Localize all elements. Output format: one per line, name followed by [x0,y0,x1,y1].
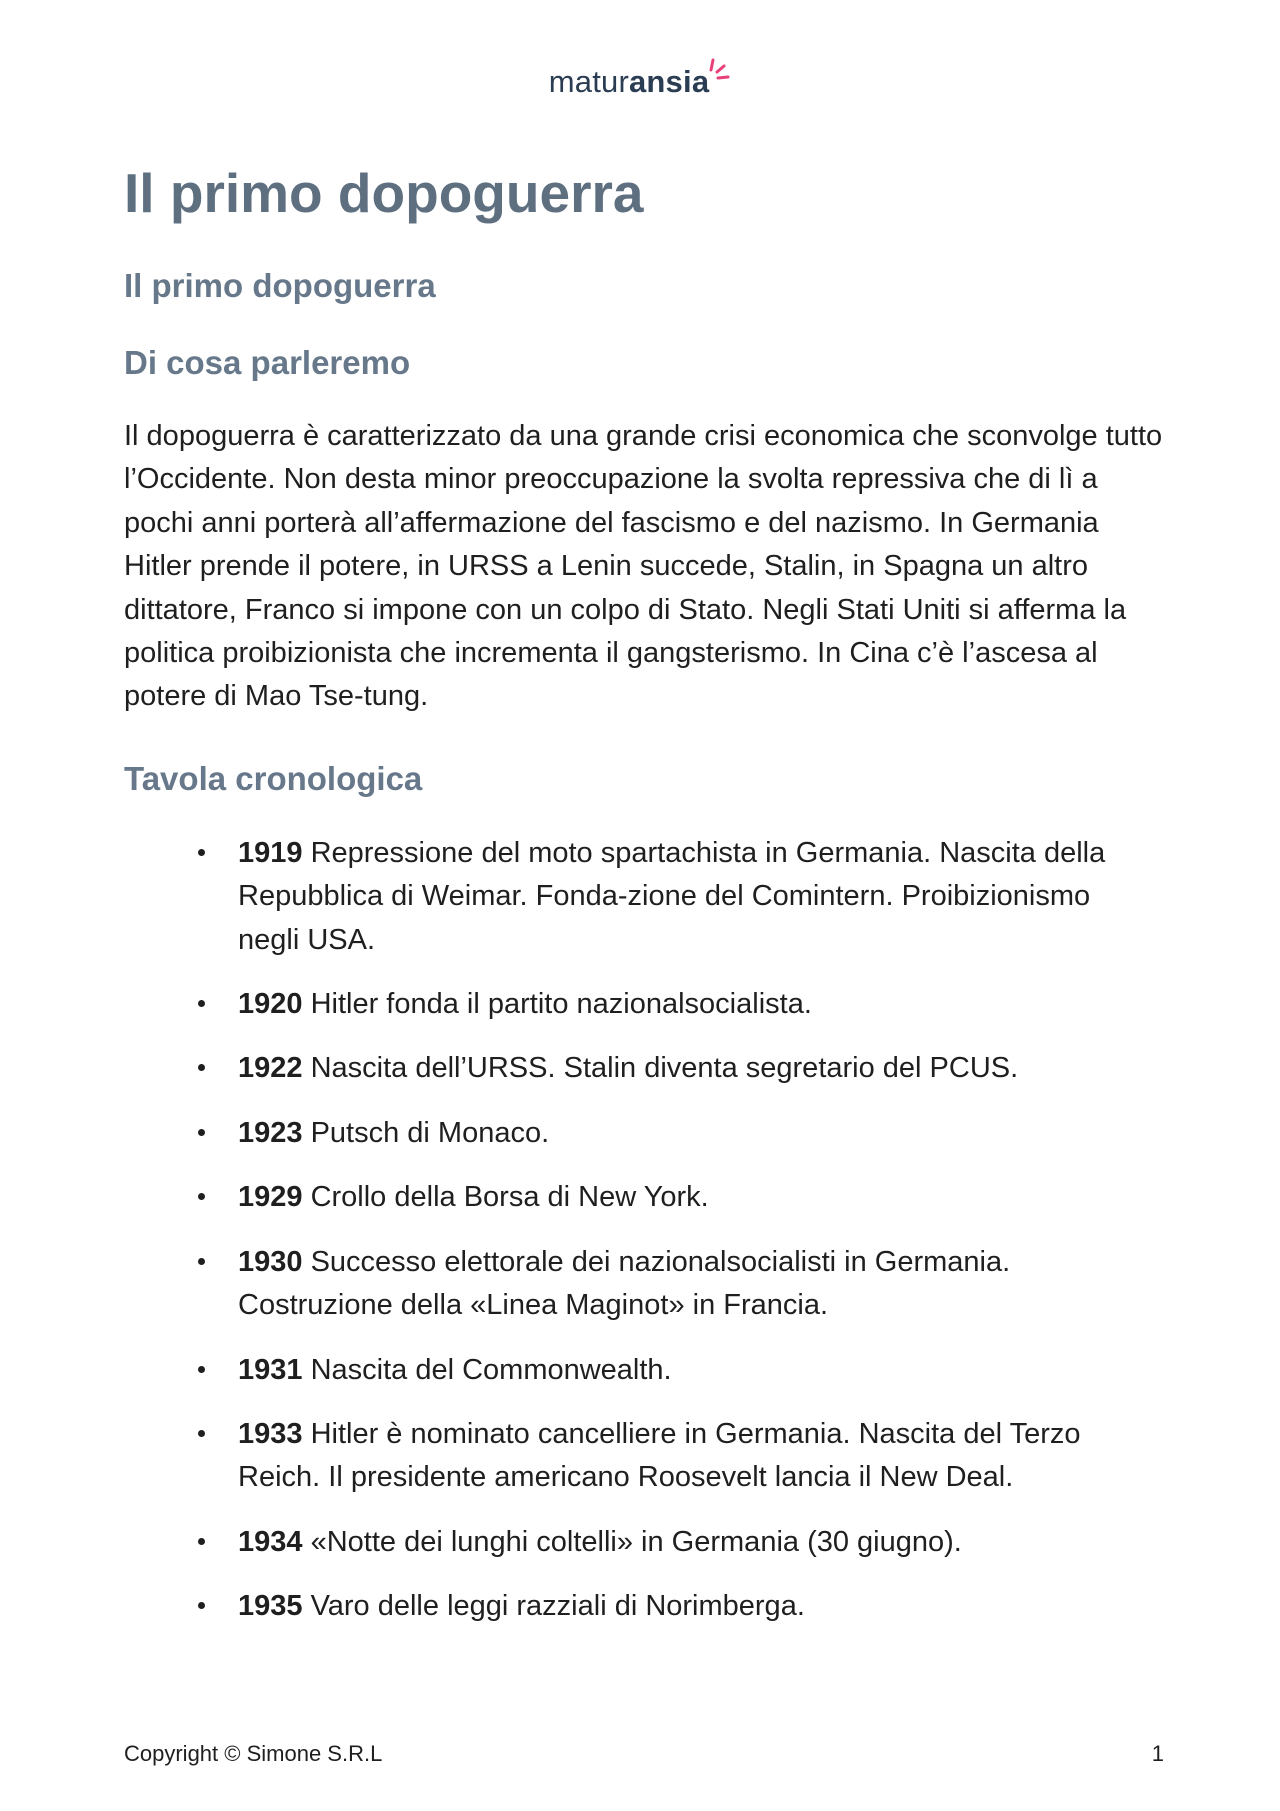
timeline-year: 1919 [238,836,303,869]
bullet-icon [198,1366,205,1373]
bullet-icon [198,1129,205,1136]
timeline-item [238,1521,1164,1564]
timeline-text: Hitler è nominato cancelliere in Germania. Nascita del Terzo Reich. Il presidente americano Roosevelt lancia il New Deal. [238,1417,1081,1494]
timeline-year: 1935 [238,1590,303,1623]
page-number: 1 [1151,1741,1164,1766]
timeline-item [238,983,1164,1026]
section-subtitle: Il primo dopoguerra [124,267,436,304]
timeline-year: 1923 [238,1116,303,1149]
bullet-icon [198,1602,205,1609]
timeline-text: Successo elettorale dei nazionalsocialisti in Germania. Costruzione della «Linea Maginot» in Francia. [238,1245,1011,1322]
bullet-icon [198,1064,205,1071]
timeline-text: Varo delle leggi razziali di Norimberga. [302,1590,805,1623]
timeline-text: Repressione del moto spartachista in Germania. Nascita della Repubblica di Weimar. Fonda-zione del Comintern. Proibizionismo negli USA. [238,836,1106,956]
copyright-text: Copyright © Simone S.R.L [124,1741,383,1766]
timeline-year: 1934 [238,1525,303,1558]
bullet-icon [198,1000,205,1007]
timeline-item [238,1349,1164,1392]
timeline-item [238,1413,1164,1500]
timeline-item [238,1241,1164,1328]
chronology-heading: Tavola cronologica [124,759,423,797]
timeline-year: 1922 [238,1052,303,1085]
bullet-icon [198,1538,205,1545]
topics-heading: Di cosa parleremo [124,344,411,381]
logo-text-light: matur [548,64,629,99]
timeline-item [238,1112,1164,1155]
bullet-icon [198,1430,205,1437]
timeline-text: Putsch di Monaco. [302,1116,550,1149]
timeline-text: «Notte dei lunghi coltelli» in Germania (30 giugno). [302,1525,962,1558]
page-title: Il primo dopoguerra [124,162,644,224]
bullet-icon [198,1193,205,1200]
bullet-icon [198,849,205,856]
intro-paragraph: Il dopoguerra è caratterizzato da una grande crisi economica che sconvolge tutto l’Occidente. Non desta minor preoccupazione la svolta repressiva che di lì a pochi anni porterà all’affermazione del fascismo e del nazismo. In Germania Hitler prende il potere, in URSS a Lenin succede, Stalin, in Spagna un altro dittatore, Franco si impone con un colpo di Stato. Negli Stati Uniti si afferma la politica proibizionista che incrementa il gangsterismo. In Cina c’è l’ascesa al potere di Mao Tse-tung. [124,420,1163,713]
timeline-item [238,1047,1164,1090]
logo-text-bold: ansia [628,64,710,99]
page-footer [124,1741,1164,1767]
timeline-item [238,1176,1164,1219]
timeline-text: Nascita dell’URSS. Stalin diventa segretario del PCUS. [302,1052,1019,1085]
timeline-text: Hitler fonda il partito nazionalsocialista. [302,988,812,1021]
timeline-text: Nascita del Commonwealth. [302,1353,672,1386]
bullet-icon [198,1258,205,1265]
timeline-year: 1920 [238,988,303,1021]
sparkle-icon [707,58,731,84]
timeline-year: 1933 [238,1417,303,1450]
timeline-item [238,1585,1164,1628]
document-body [124,160,1164,1650]
timeline-text: Crollo della Borsa di New York. [302,1181,709,1214]
brand-logo [0,64,1280,100]
timeline-item [238,832,1164,962]
timeline-year: 1930 [238,1245,303,1278]
timeline-list [124,832,1164,1629]
timeline-year: 1929 [238,1181,303,1214]
timeline-year: 1931 [238,1353,303,1386]
